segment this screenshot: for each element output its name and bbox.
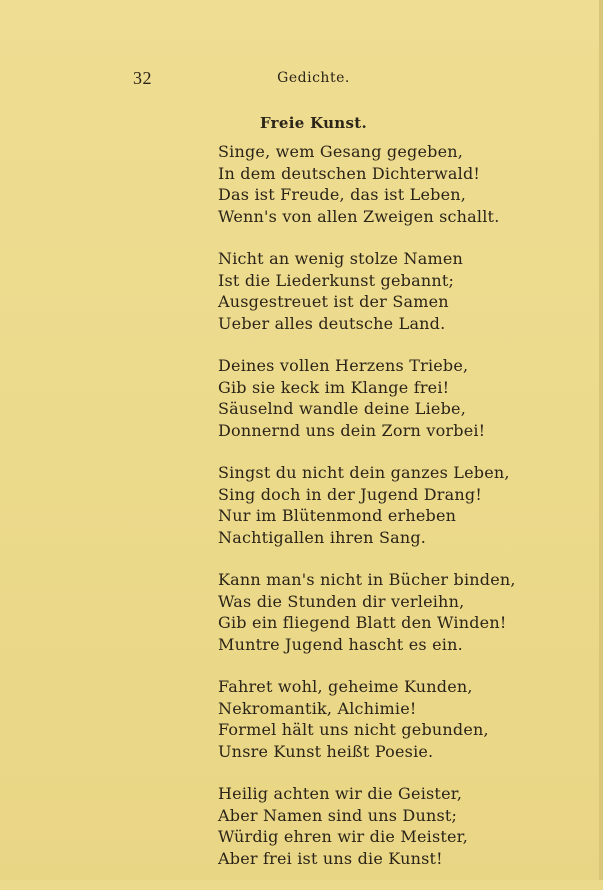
verse-line: Kann man's nicht in Bücher binden, [218, 570, 516, 589]
verse-line: Nicht an wenig stolze Namen [218, 249, 464, 268]
verse-line: Sing doch in der Jugend Drang! [218, 484, 482, 504]
verse-line: Säuselnd wandle deine Liebe, [218, 399, 466, 418]
verse-line: Was die Stunden dir verleihn, [218, 591, 465, 611]
verse-line: Aber Namen sind uns Dunst; [218, 805, 458, 825]
stanza-2 [218, 248, 588, 334]
poem-title: Freie Kunst. [259, 114, 367, 132]
stanza-6 [218, 676, 588, 762]
stanza-4 [218, 462, 588, 548]
verse-line: Das ist Freude, das ist Leben, [218, 185, 467, 204]
poem-body [218, 141, 588, 890]
verse-line: Gib ein fliegend Blatt den Winden! [218, 613, 507, 632]
verse-line: Heilig achten wir die Geister, [218, 784, 463, 803]
verse-line: Ist die Liederkunst gebannt; [218, 270, 455, 290]
verse-line: Wenn's von allen Zweigen schallt. [218, 206, 500, 226]
verse-line: Nur im Blütenmond erheben [218, 506, 457, 525]
stanza-3 [218, 355, 588, 441]
stanza-5 [218, 569, 588, 655]
verse-line: Nachtigallen ihren Sang. [218, 527, 427, 547]
verse-line: In dem deutschen Dichterwald! [218, 163, 481, 183]
stanza-1 [218, 141, 588, 227]
page-header [0, 68, 603, 88]
verse-line: Ausgestreuet ist der Samen [218, 292, 449, 311]
verse-line: Formel hält uns nicht gebunden, [218, 720, 489, 739]
verse-line: Gib sie keck im Klange frei! [218, 377, 450, 397]
verse-line: Donnernd uns dein Zorn vorbei! [218, 420, 486, 440]
verse-line: Deines vollen Herzens Triebe, [218, 356, 469, 375]
verse-line: Singe, wem Gesang gegeben, [218, 142, 464, 161]
running-head: Gedichte. [277, 70, 350, 86]
verse-line: Ueber alles deutsche Land. [218, 313, 446, 333]
verse-line: Singst du nicht dein ganzes Leben, [218, 463, 510, 482]
verse-line: Unsre Kunst heißt Poesie. [218, 741, 434, 761]
page-number: 32 [133, 68, 152, 88]
page-edge [599, 0, 603, 880]
verse-line: Muntre Jugend hascht es ein. [218, 634, 463, 654]
verse-line: Nekromantik, Alchimie! [218, 698, 417, 718]
verse-line: Aber frei ist uns die Kunst! [218, 848, 443, 868]
stanza-7 [218, 783, 588, 869]
verse-line: Würdig ehren wir die Meister, [218, 827, 469, 846]
verse-line: Fahret wohl, geheime Kunden, [218, 677, 473, 696]
